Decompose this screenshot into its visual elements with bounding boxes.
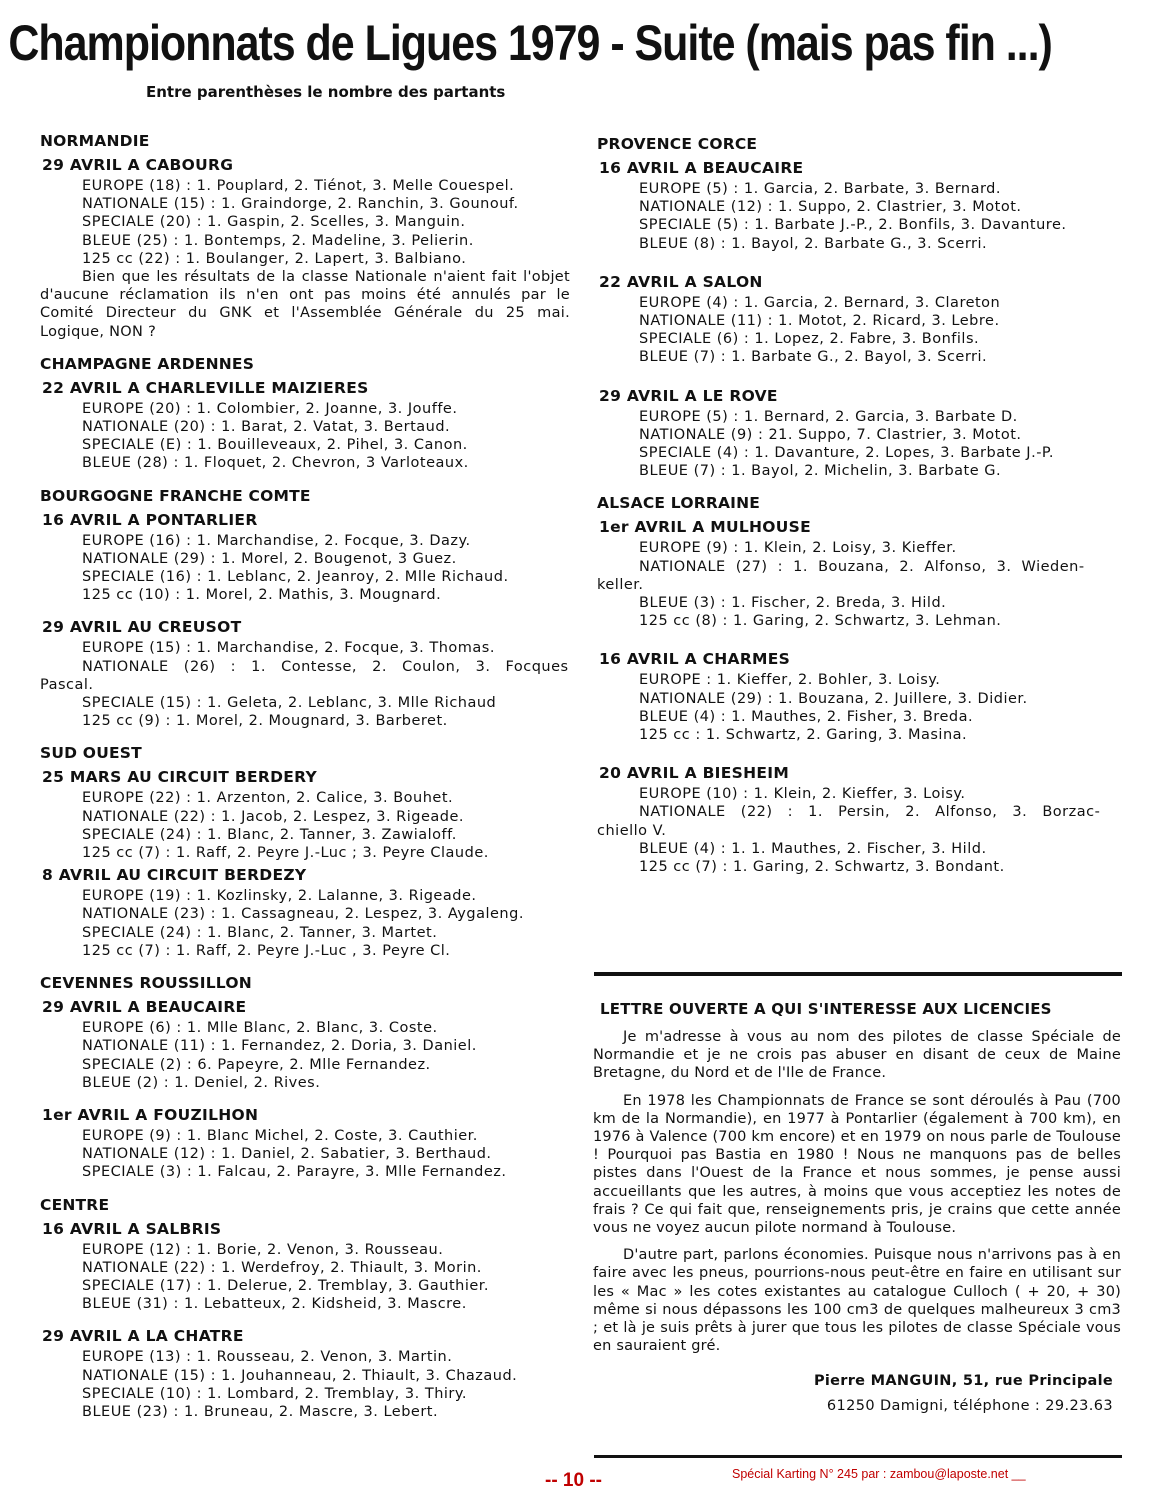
signature-address: 61250 Damigni, téléphone : 29.23.63 [826,1398,1113,1415]
result-line-continued: chiello V. [597,822,667,839]
region-title: CEVENNES ROUSSILLON [40,974,252,993]
region-bourgogne [40,487,570,731]
region-title: SUD OUEST [40,744,142,763]
result-line: 125 cc (7) : 1. Garing, 2. Schwartz, 3. Bondant. [639,859,1005,876]
result-line: BLEUE (4) : 1. Mauthes, 2. Fisher, 3. Breda. [639,708,974,725]
result-line: SPECIALE (17) : 1. Delerue, 2. Tremblay, 3. Gauthier. [82,1277,490,1294]
event-title: 29 AVRIL A BEAUCAIRE [42,998,247,1017]
result-line: SPECIALE (24) : 1. Blanc, 2. Tanner, 3. Martet. [82,924,438,941]
result-line: 125 cc (8) : 1. Garing, 2. Schwartz, 3. Lehman. [639,613,1002,630]
result-line: SPECIALE (16) : 1. Leblanc, 2. Jeanroy, 2. Mlle Richaud. [82,569,509,586]
result-line: SPECIALE (2) : 6. Papeyre, 2. Mlle Fernandez. [82,1056,431,1073]
result-line: EUROPE (16) : 1. Marchandise, 2. Focque, 3. Dazy. [82,532,471,549]
result-line: SPECIALE (3) : 1. Falcau, 2. Parayre, 3. Mlle Fernandez. [82,1164,507,1181]
result-line: 125 cc (9) : 1. Morel, 2. Mougnard, 3. Barberet. [82,713,448,730]
result-line: SPECIALE (5) : 1. Barbate J.-P., 2. Bonfils, 3. Davanture. [639,217,1067,234]
event-title: 29 AVRIL AU CREUSOT [42,618,242,637]
event-fouzilhon [40,1106,570,1182]
result-line: EUROPE (9) : 1. Klein, 2. Loisy, 3. Kieffer. [639,540,957,557]
result-line: SPECIALE (24) : 1. Blanc, 2. Tanner, 3. Zawialoff. [82,826,457,843]
event-title: 1er AVRIL A FOUZILHON [42,1105,259,1124]
result-line: NATIONALE (22) : 1. Jacob, 2. Lespez, 3. Rigeade. [82,808,465,825]
region-sud-ouest [40,744,570,960]
result-line: SPECIALE (20) : 1. Gaspin, 2. Scelles, 3. Manguin. [82,214,466,231]
result-line: NATIONALE (29) : 1. Morel, 2. Bougenot, 3 Guez. [82,550,457,567]
result-line: NATIONALE (22) : 1. Werdefroy, 2. Thiault, 3. Morin. [82,1259,482,1276]
signature-name: Pierre MANGUIN, 51, rue Principale [813,1373,1113,1390]
footer-credit: Spécial Karting N° 245 par : zambou@laposte.net __ [732,1467,1026,1481]
result-line: EUROPE (19) : 1. Kozlinsky, 2. Lalanne, 3. Rigeade. [82,888,477,905]
region-title: CHAMPAGNE ARDENNES [40,354,255,373]
event-title: 16 AVRIL A SALBRIS [42,1219,222,1238]
event-charleville [40,379,570,473]
result-line: SPECIALE (10) : 1. Lombard, 2. Tremblay, 3. Thiry. [82,1385,468,1402]
result-line: EUROPE (15) : 1. Marchandise, 2. Focque, 3. Thomas. [82,640,495,657]
region-normandie [40,132,570,341]
event-beaucaire [40,998,570,1092]
page-title: Championnats de Ligues 1979 - Suite (mais pas fin ...) [8,15,1052,71]
event-cabourg [40,156,570,341]
result-line: NATIONALE (27) : 1. Bouzana, 2. Alfonso, 3. Wieden- [639,558,1085,575]
region-title: BOURGOGNE FRANCHE COMTE [40,486,311,505]
result-line: EUROPE (10) : 1. Klein, 2. Kieffer, 3. Loisy. [639,786,966,803]
event-le-rove [597,387,1124,481]
region-alsace [597,494,1124,876]
result-line: NATIONALE (15) : 1. Graindorge, 2. Ranchin, 3. Gounouf. [82,196,519,213]
event-title: 1er AVRIL A MULHOUSE [599,518,812,537]
result-line: EUROPE (9) : 1. Blanc Michel, 2. Coste, 3. Cauthier. [82,1127,478,1144]
result-line: EUROPE (22) : 1. Arzenton, 2. Calice, 3. Bouhet. [82,790,454,807]
open-letter [593,1000,1121,1414]
event-title: 22 AVRIL A SALON [599,272,763,291]
event-salon [597,273,1124,367]
subtitle: Entre parenthèses le nombre des partants [146,83,506,101]
result-line: EUROPE (20) : 1. Colombier, 2. Joanne, 3. Jouffe. [82,400,458,417]
letter-paragraph: Je m'adresse à vous au nom des pilotes de classe Spéciale de Normandie et je ne crois pas abuser en disant de ceux de Maine Bretagne, du Nord et de l'Ile de France. [593,1029,1121,1082]
result-line: 125 cc (22) : 1. Boulanger, 2. Lapert, 3. Balbiano. [82,250,467,267]
letter-title: LETTRE OUVERTE A QUI S'INTERESSE AUX LICENCIES [600,1000,1052,1018]
result-line: 125 cc (7) : 1. Raff, 2. Peyre J.-Luc ; 3. Peyre Claude. [82,845,489,862]
result-line-continued: keller. [597,576,644,593]
divider-bottom [594,1455,1122,1458]
result-line: EUROPE (6) : 1. Mlle Blanc, 2. Blanc, 3. Coste. [82,1020,438,1037]
event-biesheim [597,764,1124,876]
result-line: 125 cc (7) : 1. Raff, 2. Peyre J.-Luc , 3. Peyre Cl. [82,942,451,959]
result-line: 125 cc : 1. Schwartz, 2. Garing, 3. Masina. [639,727,968,744]
result-line: NATIONALE (9) : 21. Suppo, 7. Clastrier, 3. Motot. [639,426,1022,443]
result-line: BLEUE (4) : 1. 1. Mauthes, 2. Fischer, 3. Hild. [639,840,987,857]
region-centre [40,1196,570,1422]
region-champagne [40,355,570,473]
result-line: EUROPE (12) : 1. Borie, 2. Venon, 3. Rousseau. [82,1241,444,1258]
region-title: CENTRE [40,1195,110,1214]
event-title: 20 AVRIL A BIESHEIM [599,764,790,783]
note-paragraph: Bien que les résultats de la classe Nationale n'aient fait l'objet d'aucune réclamation ils n'en ont pas moins été annulés par le Comité Directeur du GNK et l'Assemblée Générale du 25 mai. Logique, NON ? [40,269,570,340]
result-line: BLEUE (3) : 1. Fischer, 2. Breda, 3. Hild. [639,595,947,612]
result-line: NATIONALE (12) : 1. Suppo, 2. Clastrier, 3. Motot. [639,199,1022,216]
event-title: 29 AVRIL A LE ROVE [599,386,778,405]
region-provence [597,135,1124,480]
event-creusot [40,618,570,730]
event-charmes [597,650,1124,744]
event-title: 29 AVRIL A LA CHATRE [42,1327,244,1346]
region-title: ALSACE LORRAINE [597,494,761,513]
result-line: NATIONALE (26) : 1. Contesse, 2. Coulon, 3. Focques [82,658,569,675]
event-title: 16 AVRIL A CHARMES [599,650,791,669]
result-line: NATIONALE (12) : 1. Daniel, 2. Sabatier, 3. Berthaud. [82,1146,492,1163]
letter-paragraph: En 1978 les Championnats de France se sont déroulés à Pau (700 km de la Normandie), en 1977 à Pontarlier (également à 700 km), en 1976 à Valence (700 km encore) et en 1979 on nous parle de Toulouse ! Pourquoi pas Bastia en 1980 ! Nous ne manquons pas de belles pistes dans l'Ouest de la France et nous sommes, je pense aussi accueillants que les autres, à moins que vous acceptiez les notes de frais ? Ce qui fait que, renseignements pris, je crains que cette année vous ne voyez aucun pilote normand à Toulouse. [593,1092,1121,1237]
event-title: 16 AVRIL A PONTARLIER [42,510,258,529]
result-line: EUROPE (4) : 1. Garcia, 2. Bernard, 3. Clareton [639,294,1001,311]
event-berdery [40,768,570,862]
right-column [597,135,1124,890]
result-line: SPECIALE (6) : 1. Lopez, 2. Fabre, 3. Bonfils. [639,331,980,348]
divider-top [594,972,1122,976]
result-line: EUROPE (5) : 1. Garcia, 2. Barbate, 3. Bernard. [639,181,1001,197]
event-mulhouse [597,518,1124,630]
result-line: SPECIALE (E) : 1. Bouilleveaux, 2. Pihel, 3. Canon. [82,437,468,454]
result-line: NATIONALE (22) : 1. Persin, 2. Alfonso, 3. Borzac- [639,804,1101,821]
result-line: EUROPE (18) : 1. Pouplard, 2. Tiénot, 3. Melle Couespel. [82,178,515,194]
result-line: 125 cc (10) : 1. Morel, 2. Mathis, 3. Mougnard. [82,587,442,604]
region-cevennes [40,974,570,1181]
event-pontarlier [40,511,570,605]
result-line: BLEUE (23) : 1. Bruneau, 2. Mascre, 3. Lebert. [82,1403,439,1420]
event-title: 29 AVRIL A CABOURG [42,156,234,174]
event-title: 16 AVRIL A BEAUCAIRE [599,159,804,177]
result-line: SPECIALE (15) : 1. Geleta, 2. Leblanc, 3. Mlle Richaud [82,695,497,712]
result-line: BLEUE (8) : 1. Bayol, 2. Barbate G., 3. Scerri. [639,235,988,252]
result-line: NATIONALE (23) : 1. Cassagneau, 2. Lespez, 3. Aygaleng. [82,906,524,923]
result-line: NATIONALE (29) : 1. Bouzana, 2. Juillere, 3. Didier. [639,690,1028,707]
region-title: NORMANDIE [40,132,150,150]
letter-paragraph: D'autre part, parlons économies. Puisque nous n'arrivons pas à en faire avec les pneus, pourrions-nous peut-être en faire en utilisant sur les « Mac » les cotes existantes au catalogue Culloch ( + 20, + 30) même si nous dépassons les 100 cm3 de quelques malheureux 3 cm3 ; et là je suis prêts à jurer que tous les pilotes de classe Spéciale vous en sauraient gré. [593,1247,1121,1355]
page-number: -- 10 -- [545,1470,602,1491]
result-line: BLEUE (25) : 1. Bontemps, 2. Madeline, 3. Pelierin. [82,232,474,249]
event-title: 22 AVRIL A CHARLEVILLE MAIZIERES [42,378,369,397]
result-line: NATIONALE (15) : 1. Jouhanneau, 2. Thiault, 3. Chazaud. [82,1367,518,1384]
left-column [40,132,570,1435]
event-salbris [40,1220,570,1314]
result-line: BLEUE (2) : 1. Deniel, 2. Rives. [82,1074,321,1091]
result-line: NATIONALE (11) : 1. Fernandez, 2. Doria, 3. Daniel. [82,1038,477,1055]
result-line: BLEUE (7) : 1. Bayol, 2. Michelin, 3. Barbate G. [639,463,1002,480]
result-line: EUROPE (13) : 1. Rousseau, 2. Venon, 3. Martin. [82,1349,453,1366]
result-line: NATIONALE (11) : 1. Motot, 2. Ricard, 3. Lebre. [639,313,1000,330]
result-line-continued: Pascal. [40,676,94,693]
event-la-chatre [40,1327,570,1421]
result-line: BLEUE (7) : 1. Barbate G., 2. Bayol, 3. Scerri. [639,349,988,366]
result-line: BLEUE (31) : 1. Lebatteux, 2. Kidsheid, 3. Mascre. [82,1296,467,1313]
event-title: 8 AVRIL AU CIRCUIT BERDEZY [42,866,307,885]
result-line: EUROPE : 1. Kieffer, 2. Bohler, 3. Loisy. [639,672,941,689]
result-line: NATIONALE (20) : 1. Barat, 2. Vatat, 3. Bertaud. [82,419,451,436]
region-title: PROVENCE CORCE [597,135,758,153]
event-title: 25 MARS AU CIRCUIT BERDERY [42,768,318,787]
event-berdezy [40,866,570,960]
result-line: SPECIALE (4) : 1. Davanture, 2. Lopes, 3. Barbate J.-P. [639,445,1055,462]
event-beaucaire-provence [597,159,1124,253]
result-line: BLEUE (28) : 1. Floquet, 2. Chevron, 3 Varloteaux. [82,455,469,472]
result-line: EUROPE (5) : 1. Bernard, 2. Garcia, 3. Barbate D. [639,408,1018,425]
